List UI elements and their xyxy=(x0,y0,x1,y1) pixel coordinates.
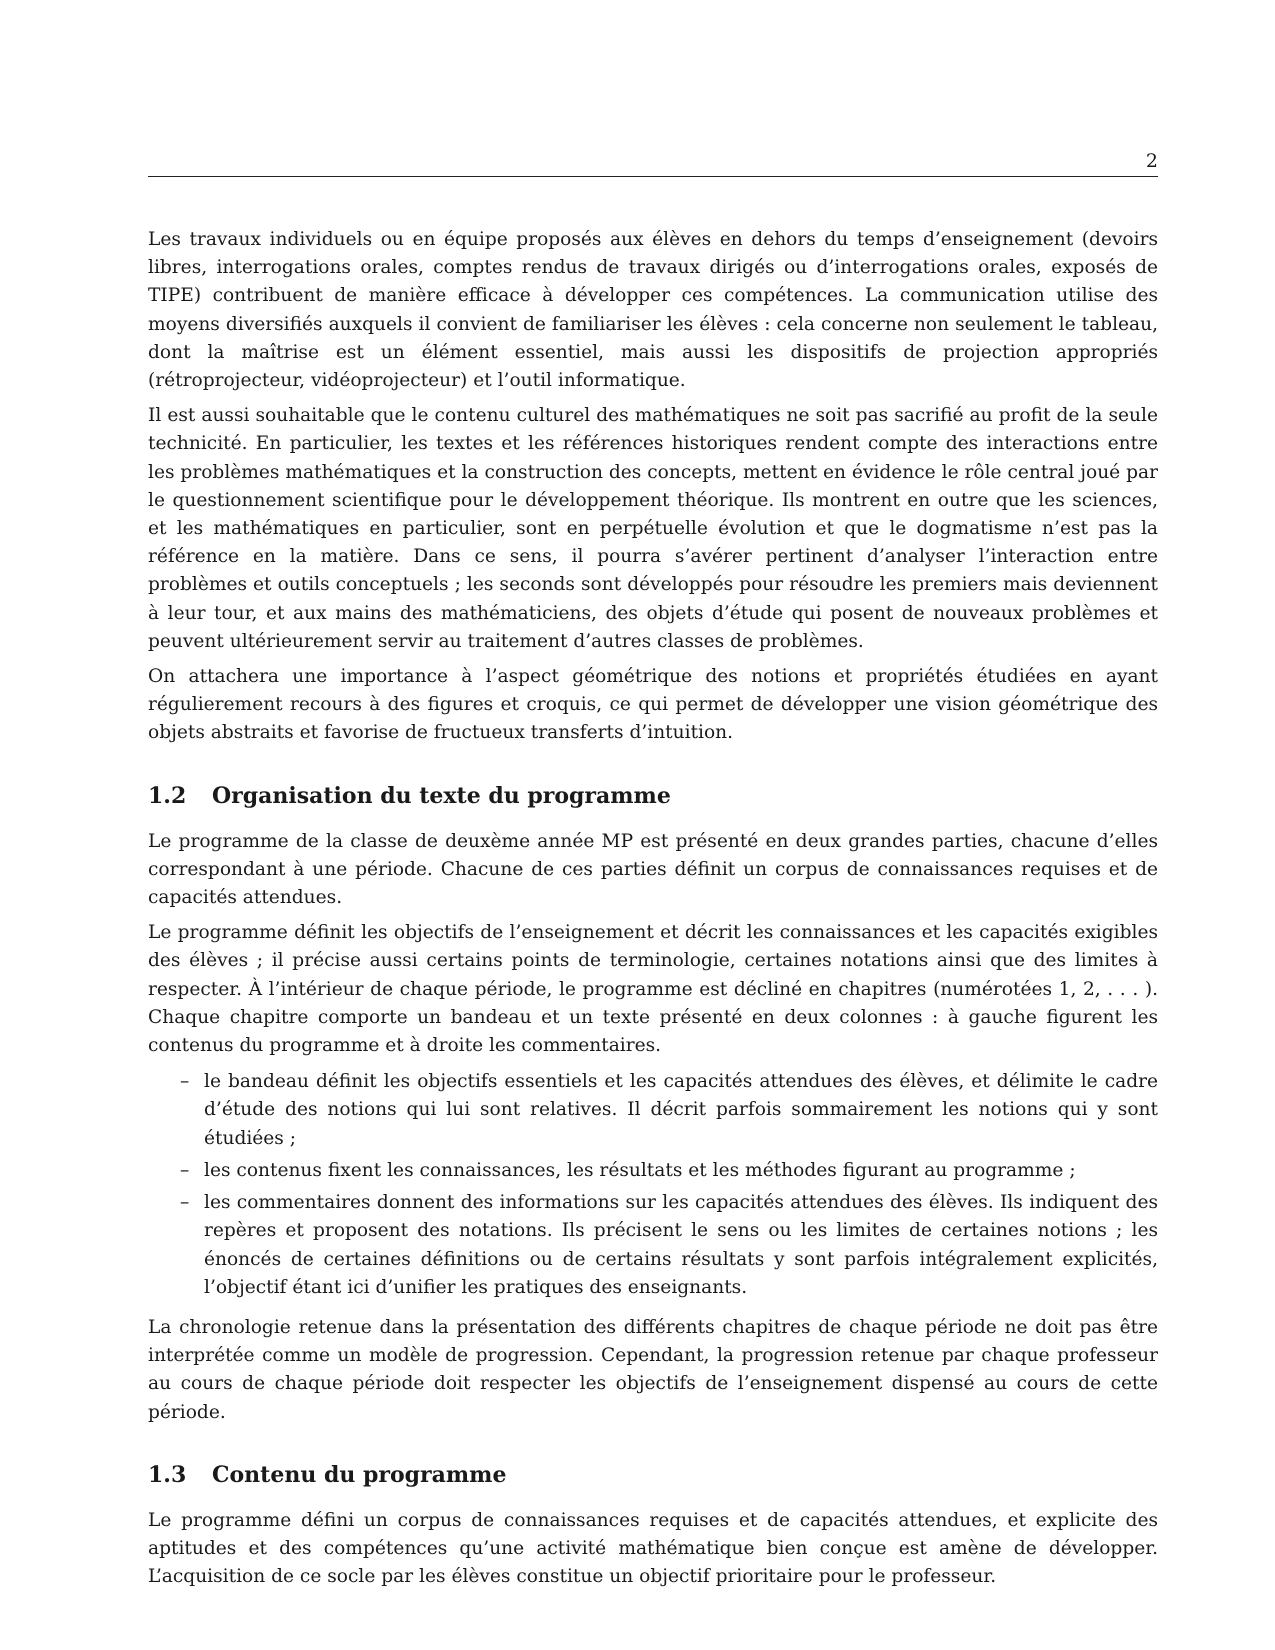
dash-bullet-icon: – xyxy=(180,1159,190,1181)
list-item-text: les contenus fixent les connaissances, les résultats et les méthodes figurant au programme ; xyxy=(204,1159,1076,1181)
section-heading-1-3 xyxy=(148,1461,1158,1489)
section-number: 1.3 xyxy=(148,1461,187,1488)
section-heading-1-2 xyxy=(148,782,1158,810)
section-title: Contenu du programme xyxy=(212,1461,507,1488)
list-item-text: le bandeau définit les objectifs essentiels et les capacités attendues des élèves, et délimite le cadre d’étude des notions qui lui sont relatives. Il décrit parfois sommairement les notions qui y sont étudiées ; xyxy=(204,1071,1158,1149)
page-number: 2 xyxy=(1145,150,1158,172)
paragraph-chronologie: La chronologie retenue dans la présentation des différents chapitres de chaque période ne doit pas être interprétée comme un modèle de progression. Cependant, la progression retenue par chaque professeur au cours de chaque période doit respecter les objectifs de l’enseignement dispensé au cours de cette période. xyxy=(148,1316,1158,1423)
paragraph-intro-1: Les travaux individuels ou en équipe proposés aux élèves en dehors du temps d’enseignement (devoirs libres, interrogations orales, comptes rendus de travaux dirigés ou d’interrogations orales, exposés de TIPE) contribuent de manière efficace à développer ces compétences. La communication utilise des moyens diversifiés auxquels il convient de familiariser les élèves : cela concerne non seulement le tableau, dont la maîtrise est un élément essentiel, mais aussi les dispositifs de projection appropriés (rétroprojecteur, vidéoprojecteur) et l’outil informatique. xyxy=(148,229,1158,392)
bullet-list xyxy=(148,1068,1158,1302)
paragraph-contenu: Le programme défini un corpus de connaissances requises et de capacités attendues, et explicite des aptitudes et des compétences qu’une activité mathématique bien conçue est amène de développer. L’acquisition de ce socle par les élèves constitue un objectif prioritaire pour le professeur. xyxy=(148,1509,1158,1588)
paragraph-intro-3: On attachera une importance à l’aspect géométrique des notions et propriétés étudiées en ayant régulierement recours à des figures et croquis, ce qui permet de développer une vision géométrique des objets abstraits et favorise de fructueux transferts d’intuition. xyxy=(148,666,1158,744)
page-header xyxy=(148,148,1158,177)
list-item-text: les commentaires donnent des informations sur les capacités attendues des élèves. Ils indiquent des repères et proposent des notations. Ils précisent le sens ou les limites de certaines notions ; les énoncés de certaines définitions ou de certains résultats y sont parfois intégralement explicités, l’objectif étant ici d’unifier les pratiques des enseignants. xyxy=(204,1192,1158,1298)
section-number: 1.2 xyxy=(148,782,187,809)
list-item xyxy=(180,1068,1158,1153)
paragraph-organisation-1: Le programme de la classe de deuxème année MP est présenté en deux grandes parties, chacune d’elles correspondant à une période. Chacune de ces parties définit un corpus de connaissances requises et de capacités attendues. xyxy=(148,830,1158,909)
section-title: Organisation du texte du programme xyxy=(212,782,671,809)
paragraph-organisation-2: Le programme définit les objectifs de l’enseignement et décrit les connaissances et les capacités exigibles des élèves ; il précise aussi certains points de terminologie, certaines notations ainsi que des limites à respecter. À l’intérieur de chaque période, le programme est décliné en chapitres (numérotées 1, 2, . . . ). Chaque chapitre comporte un bandeau et un texte présenté en deux colonnes : à gauche figurent les contenus du programme et à droite les commentaires. xyxy=(148,922,1158,1057)
paragraph-intro-2: Il est aussi souhaitable que le contenu culturel des mathématiques ne soit pas sacrifié au profit de la seule technicité. En particulier, les textes et les références historiques rendent compte des interactions entre les problèmes mathématiques et la construction des concepts, mettent en évidence le rôle central joué par le questionnement scientifique pour le développement théorique. Ils montrent en outre que les sciences, et les mathématiques en particulier, sont en perpétuelle évolution et que le dogmatisme n’est pas la référence en la matière. Dans ce sens, il pourra s’avérer pertinent d’analyser l’interaction entre problèmes et outils conceptuels ; les seconds sont développés pour résoudre les premiers mais deviennent à leur tour, et aux mains des mathématiciens, des objets d’étude qui posent de nouveaux problèmes et peuvent ultérieurement servir au traitement d’autres classes de problèmes. xyxy=(148,405,1158,652)
dash-bullet-icon: – xyxy=(180,1071,190,1093)
document-body xyxy=(148,226,1158,1598)
list-item xyxy=(180,1189,1158,1302)
dash-bullet-icon: – xyxy=(180,1192,190,1214)
list-item xyxy=(180,1157,1158,1185)
